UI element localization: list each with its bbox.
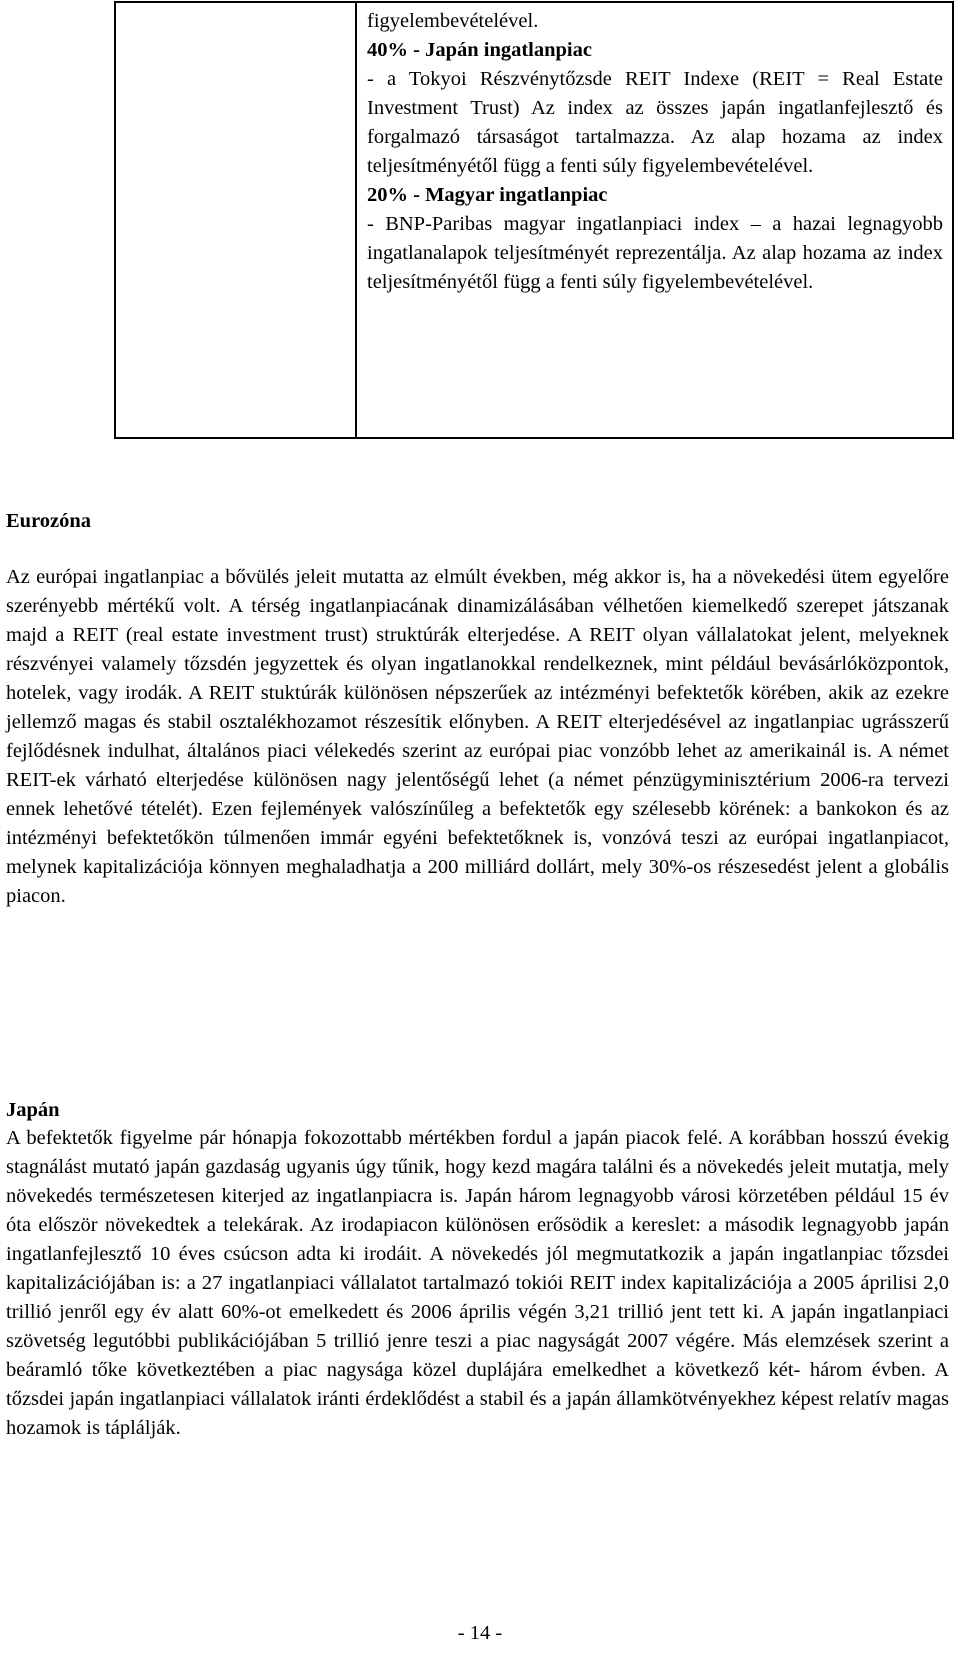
eurozone-paragraph: Az európai ingatlanpiac a bővülés jeleit mutatta az elmúlt években, még akkor is, ha a növekedési ütem egyelőre szerényebb mértékű volt. A térség ingatlanpiacának dinamizálásában vélhetően kiemelkedő szerepet játszanak majd a REIT (real estate investment trust) struktúrák elterjedése. A REIT olyan vállalatokat jelent, melyeknek részvényei valamely tőzsdén jegyzettek és olyan ingatlanokkal rendelkeznek, mint például bevásárlóközpontok, hotelek, vagy irodák. A REIT stuktúrák különösen népszerűek az intézményi befektetők körében, akik az ezekre jellemző magas és stabil osztalékhozamot részesítik előnyben. A REIT elterjedésével az ingatlanpiac ugrásszerű fejlődésnek indulhat, általános piaci vélekedés szerint az európai piac vonzóbb lehet az amerikainál is. A német REIT-ek várható elterjedése különösen nagy jelentőségű lehet (a német pénzügyminisztérium 2006-ra tervezi ennek lehetővé tételét). Ezen fejlemények valószínűleg a befektetők egy szélesebb körének: a bankokon és az intézményi befektetőkön túlmenően immár egyéni befektetőknek is, vonzóvá teszi az európai ingatlanpiacot, melynek kapitalizációja könnyen meghaladhatja a 200 milliárd dollárt, mely 30%-os részesedést jelent a globális piacon.	[6, 566, 949, 907]
japan-section	[6, 1096, 949, 1443]
table-left-cell	[116, 3, 357, 437]
table-row-hungary-heading: 20% - Magyar ingatlanpiac	[367, 184, 608, 206]
table-row-continuation: figyelembevételével.	[367, 10, 539, 32]
eurozone-heading: Eurozóna	[6, 510, 92, 532]
eurozone-section-body	[6, 563, 949, 911]
fund-composition-table	[114, 1, 954, 439]
page-number: - 14 -	[457, 1622, 503, 1644]
eurozone-section-heading	[6, 507, 949, 535]
table-row-japan-description: - a Tokyoi Részvénytőzsde REIT Indexe (REIT = Real Estate Investment Trust) Az index az összes japán ingatlanfejlesztő és forgalmazó társaságot tartalmazza. Az alap hozama az index teljesítményétől függ a fenti súly figyelembevételével.	[367, 68, 943, 177]
japan-paragraph: A befektetők figyelme pár hónapja fokozottabb mértékben fordul a japán piacok felé. A korábban hosszú évekig stagnálást mutató japán gazdaság ugyanis úgy tűnik, hogy kezd magára találni és a növekedés jeleit mutatja, mely növekedés természetesen kiterjed az ingatlanpiacra is. Japán három legnagyobb városi körzetében például 15 év óta először növekedtek a telekárak. Az irodapiacon különösen erősödik a kereslet: a második legnagyobb japán ingatlanfejlesztő 10 éves csúcson adta ki irodáit. A növekedés jól megmutatkozik a japán ingatlanpiac tőzsdei kapitalizációjában is: a 27 ingatlanpiaci vállalatot tartalmazó tokiói REIT index kapitalizációja a 2005 áprilisi 2,0 trillió jenről egy év alatt 60%-ot emelkedett és 2006 április végén 3,21 trillió jent tett ki. A japán ingatlanpiaci szövetség legutóbbi publikációjában 5 trillió jenre teszi a piac nagyságát 2007 végére. Más elemzések szerint a beáramló tőke következtében a piac nagysága közel duplájára emelkedhet a következő két- három évben. A tőzsdei japán ingatlanpiaci vállalatok iránti érdeklődést a stabil és a japán államkötvényekhez képest relatív magas hozamok is táplálják.	[6, 1127, 949, 1439]
table-row-japan-heading: 40% - Japán ingatlanpiac	[367, 39, 592, 61]
japan-heading: Japán	[6, 1099, 60, 1121]
table-row-hungary-description: - BNP-Paribas magyar ingatlanpiaci index – a hazai legnagyobb ingatlanalapok teljesítményét reprezentálja. Az alap hozama az index teljesítményétől függ a fenti súly figyelembevételével.	[367, 213, 943, 293]
table-right-cell	[357, 3, 952, 437]
